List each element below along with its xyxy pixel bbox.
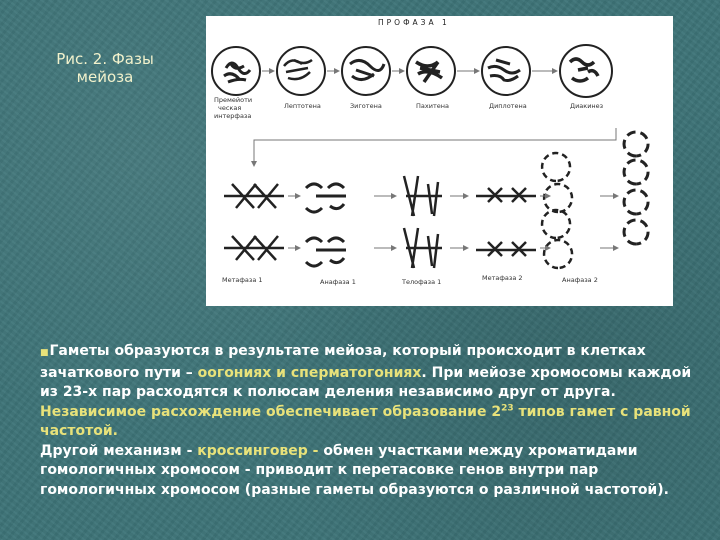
division-labels (222, 274, 598, 286)
label-metaphase1: Метафаза 1 (222, 276, 263, 284)
pachytene-cell (407, 47, 455, 95)
prophase-labels (214, 96, 604, 120)
p1-part-a: Гаметы образуются в результате мейоза, который происходит в клетках зачаткового пути – (40, 343, 646, 381)
anaphase2-stage (542, 153, 572, 268)
label-pachytene: Пахитена (416, 102, 449, 110)
metaphase1-stage (224, 184, 284, 260)
paragraph-2 (40, 442, 700, 501)
label-premeiotic-3: интерфаза (214, 112, 252, 120)
p2-part-a: Другой механизм - (40, 442, 198, 459)
label-diplotene: Диплотена (489, 102, 527, 110)
label-metaphase2: Метафаза 2 (482, 274, 523, 282)
p1-highlight-2: Независимое расхождение обеспечивает образование 2 (40, 403, 502, 420)
label-anaphase1: Анафаза 1 (320, 278, 356, 286)
p1-superscript: 23 (501, 402, 514, 413)
anaphase1-stage (306, 184, 346, 266)
prophase-title: ПРОФАЗА 1 (378, 18, 450, 27)
paragraph-1 (40, 342, 700, 442)
meiosis-diagram (206, 16, 673, 306)
p1-highlight-1: оогониях и сперматогониях (197, 364, 422, 381)
label-leptotene: Лептотена (284, 102, 321, 110)
connector-arrow (254, 128, 616, 166)
label-premeiotic-2: ческая (218, 104, 242, 112)
metaphase2-stage (476, 188, 536, 256)
figure-caption (40, 50, 170, 86)
p1-highlight-3: типов гамет с равной частотой. (40, 403, 691, 439)
meiosis-figure (206, 16, 673, 306)
label-diakinesis: Диакинез (570, 102, 604, 110)
bullet-icon: ■ (40, 348, 49, 358)
diplotene-cell (482, 47, 530, 95)
p1-part-b: . При мейозе хромосомы каждой из 23-х пар расходятся к полюсам деления независимо друг от друга. (40, 364, 692, 400)
caption-line-2: мейоза (76, 68, 134, 86)
division-arrows (288, 196, 618, 248)
label-zygotene: Зиготена (350, 102, 382, 110)
telophase1-stage (404, 176, 442, 268)
label-anaphase2: Анафаза 2 (562, 276, 598, 284)
main-text (40, 342, 700, 500)
division-stages (224, 132, 648, 268)
p2-highlight: кроссинговер - (197, 442, 319, 459)
caption-line-1: Рис. 2. Фазы (56, 50, 154, 68)
leptotene-cell (277, 47, 325, 95)
diakinesis-cell (560, 45, 612, 97)
premeiotic-interphase-cell (212, 47, 260, 95)
p2-part-b: обмен участками между хроматидами гомологичных хромосом - приводит к перетасовке генов внутри пар гомологичных хромосом (разные гаметы образуются о различной частотой). (40, 442, 669, 498)
zygotene-cell (342, 47, 390, 95)
prophase-cells (212, 45, 612, 97)
label-telophase1: Телофаза 1 (402, 278, 442, 286)
gametes-stage (624, 132, 648, 244)
label-premeiotic-1: Премейоти (214, 96, 253, 104)
